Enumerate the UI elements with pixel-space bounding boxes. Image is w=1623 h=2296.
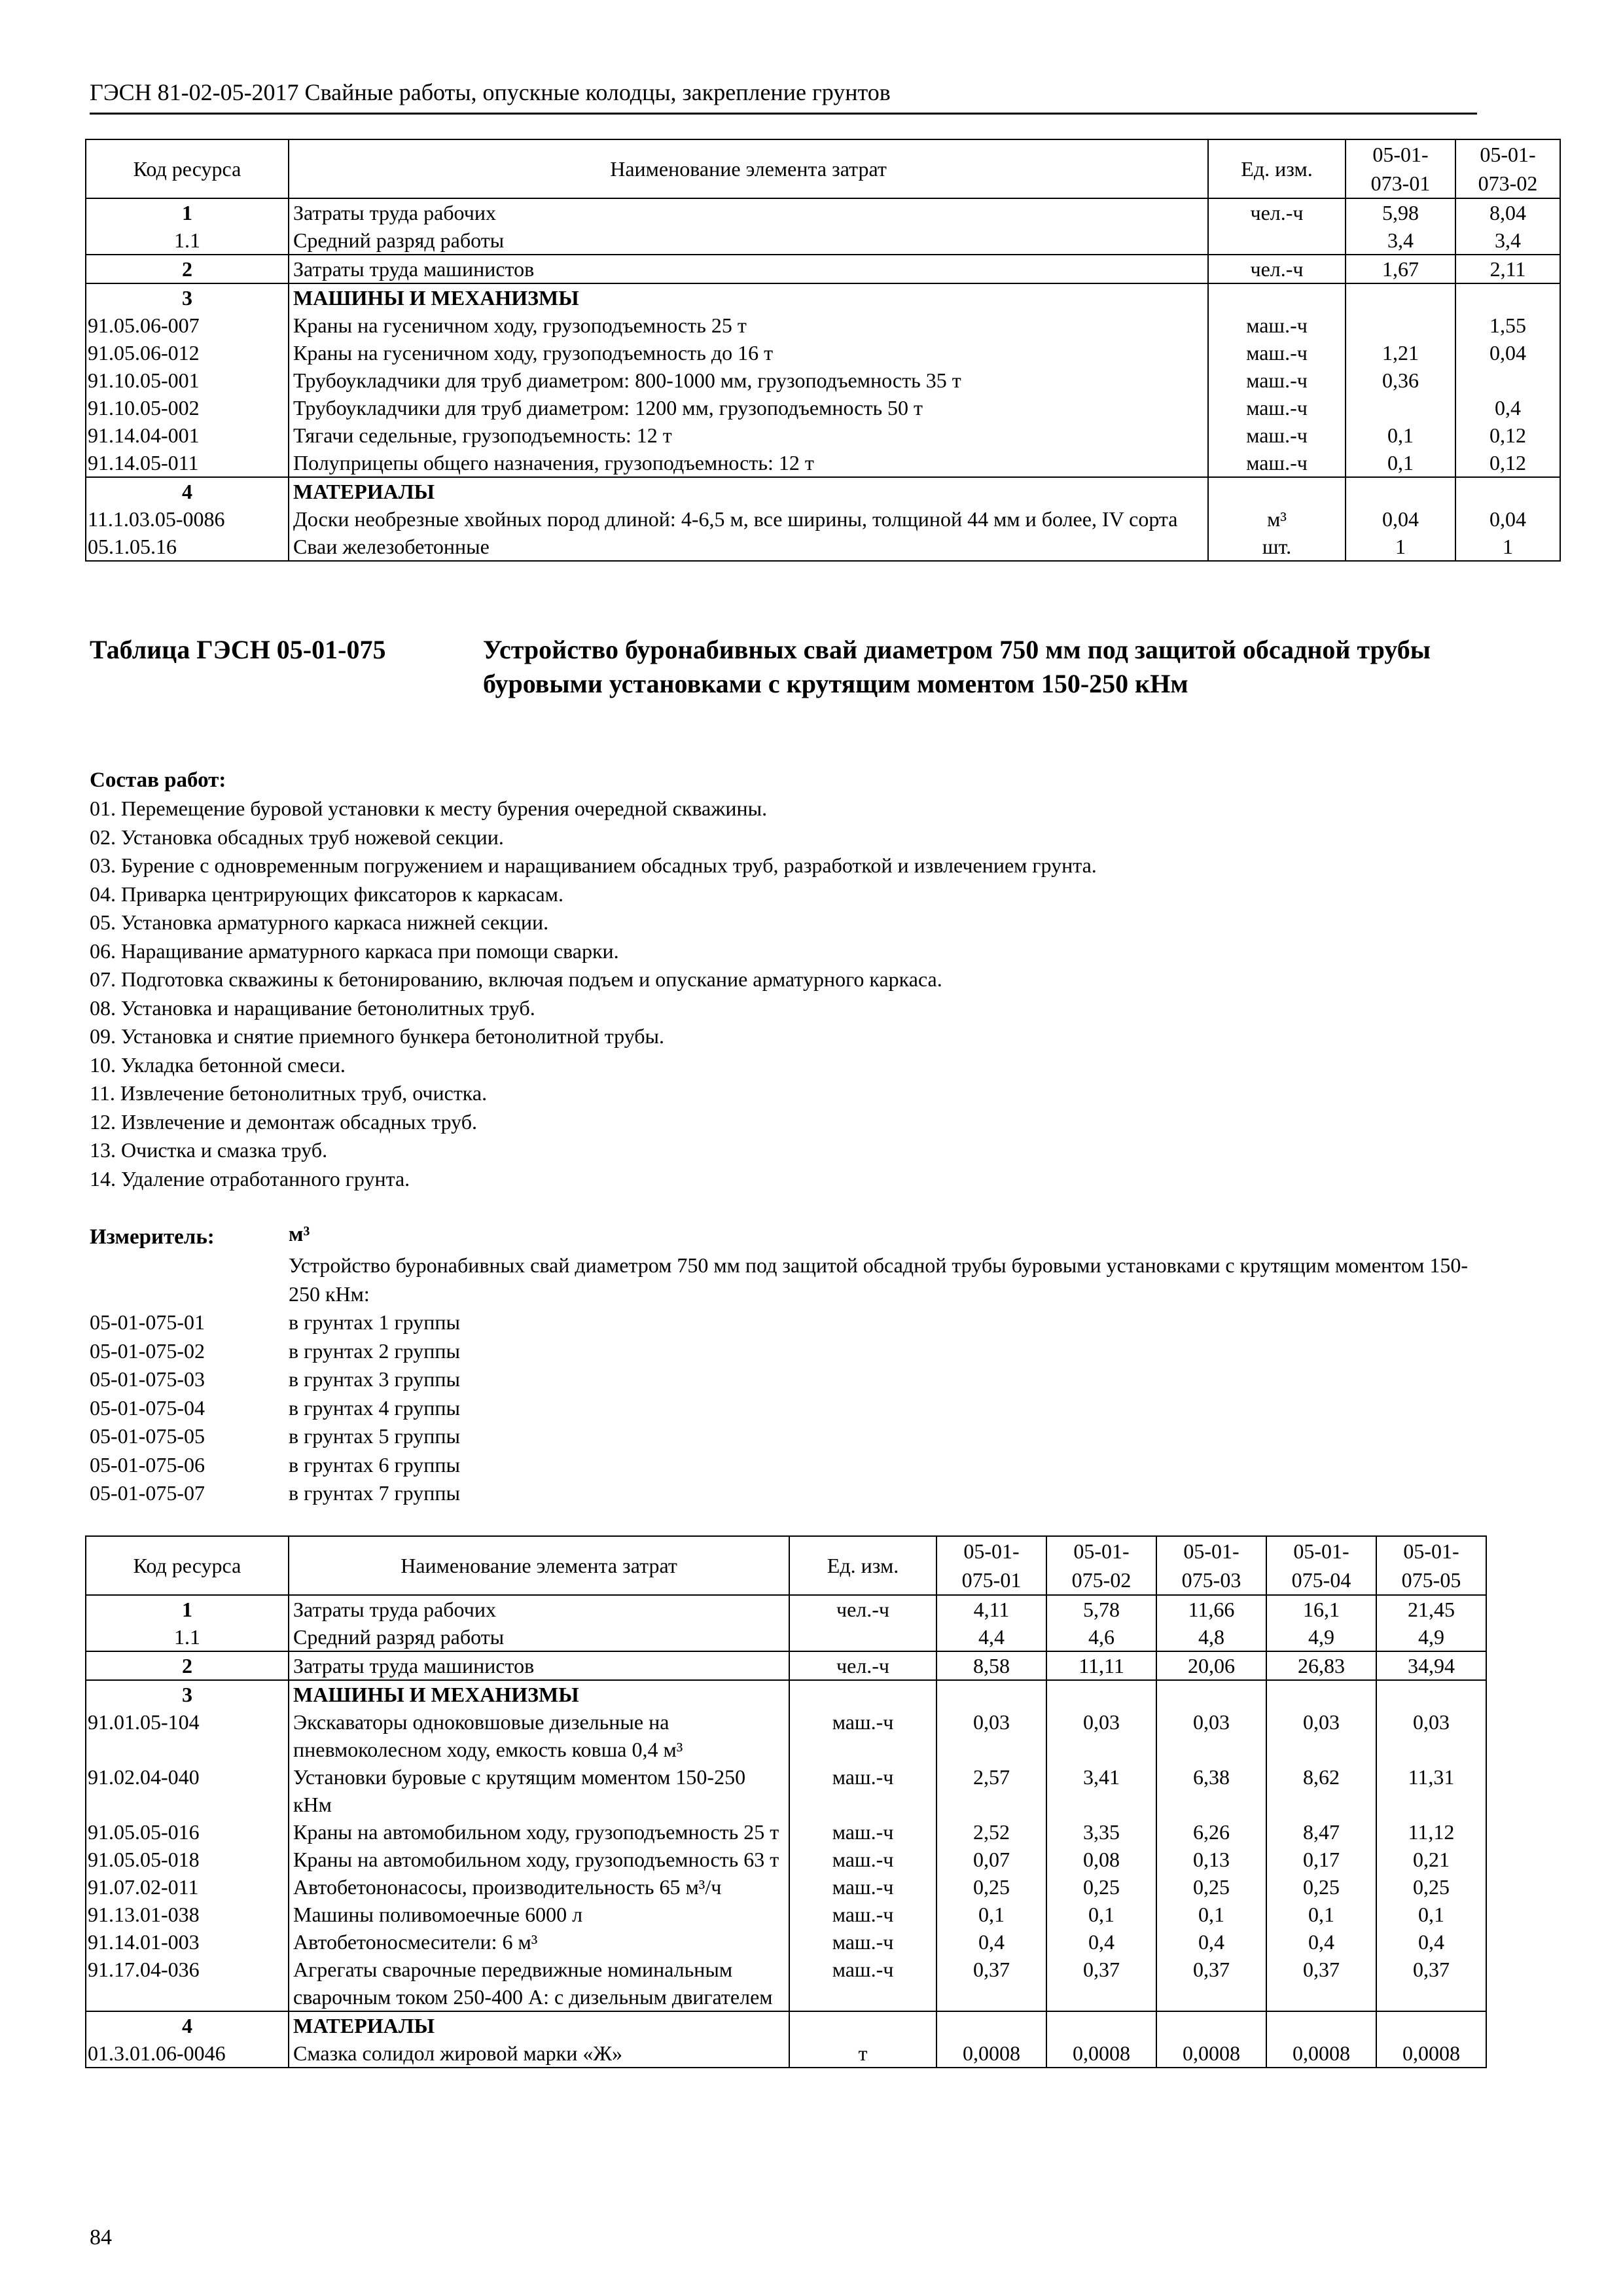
resource-name: Средний разряд работы (289, 1623, 789, 1651)
resource-code: 91.17.04-036 (86, 1956, 289, 2011)
resource-value: 34,94 (1376, 1651, 1486, 1680)
resource-value: 4,9 (1266, 1623, 1376, 1651)
resource-value: 1,67 (1346, 255, 1455, 283)
resource-code: 91.01.05-104 (86, 1708, 289, 1763)
resource-name: Средний разряд работы (289, 226, 1208, 255)
resource-name: Затраты труда машинистов (289, 1651, 789, 1680)
work-item: 09. Установка и снятие приемного бункера бетонолитной трубы. (90, 1024, 665, 1048)
resource-value: 0,04 (1455, 339, 1560, 367)
table-row (86, 1623, 1486, 1651)
resource-value: 6,26 (1156, 1818, 1266, 1846)
resource-value: 0,0008 (1376, 2039, 1486, 2068)
column-header: 05-01- 075-02 (1046, 1536, 1156, 1595)
resource-unit (1208, 283, 1346, 312)
resource-value: 0,1 (1346, 449, 1455, 477)
resource-name: Тягачи седельные, грузоподъемность: 12 т (289, 422, 1208, 449)
column-header: Наименование элемента затрат (289, 139, 1208, 198)
table-row (86, 1873, 1486, 1901)
resource-unit: маш.-ч (789, 1901, 936, 1928)
resource-value: 16,1 (1266, 1595, 1376, 1623)
resource-value (936, 2011, 1046, 2039)
resource-value (1455, 477, 1560, 505)
table-row (86, 1680, 1486, 1708)
resource-value: 4,9 (1376, 1623, 1486, 1651)
resource-unit: шт. (1208, 533, 1346, 561)
resource-value: 0,1 (1266, 1901, 1376, 1928)
resource-value: 0,17 (1266, 1846, 1376, 1873)
resource-value (1156, 1680, 1266, 1708)
resource-name: Смазка солидол жировой марки «Ж» (289, 2039, 789, 2068)
resource-table-075-head (86, 1536, 1486, 1595)
resource-value: 0,25 (1266, 1873, 1376, 1901)
resource-table-073 (85, 139, 1561, 562)
table-row (86, 1818, 1486, 1846)
resource-value (1266, 2011, 1376, 2039)
resource-value: 1,21 (1346, 339, 1455, 367)
column-header: 05-01- 075-04 (1266, 1536, 1376, 1595)
resource-unit (789, 1680, 936, 1708)
resource-value: 0,1 (1046, 1901, 1156, 1928)
variant-text: в грунтах 1 группы (289, 1310, 460, 1334)
resource-value: 0,12 (1455, 449, 1560, 477)
variant-text: в грунтах 4 группы (289, 1395, 460, 1420)
table-row (86, 1763, 1486, 1818)
column-header: 05-01- 075-01 (936, 1536, 1046, 1595)
meter-unit: м³ (289, 1223, 310, 1246)
work-item: 08. Установка и наращивание бетонолитных труб. (90, 996, 535, 1020)
resource-value: 2,57 (936, 1763, 1046, 1818)
resource-value: 0,37 (1156, 1956, 1266, 2011)
column-header: Код ресурса (86, 1536, 289, 1595)
table-row (86, 367, 1560, 394)
resource-value: 11,12 (1376, 1818, 1486, 1846)
resource-code: 91.05.05-016 (86, 1818, 289, 1846)
resource-unit: маш.-ч (1208, 449, 1346, 477)
resource-unit: маш.-ч (789, 1763, 936, 1818)
column-header: Ед. изм. (789, 1536, 936, 1595)
resource-name: МАШИНЫ И МЕХАНИЗМЫ (289, 1680, 789, 1708)
resource-code: 91.14.04-001 (86, 422, 289, 449)
resource-code: 1 (86, 1595, 289, 1623)
variant-row (90, 1365, 460, 1394)
resource-unit: маш.-ч (1208, 422, 1346, 449)
resource-value: 8,47 (1266, 1818, 1376, 1846)
resource-unit (1208, 226, 1346, 255)
resource-name: Автобетоносмесители: 6 м³ (289, 1928, 789, 1956)
resource-value (1046, 1680, 1156, 1708)
resource-value: 1,55 (1455, 312, 1560, 339)
resource-value: 0,37 (1046, 1956, 1156, 2011)
resource-value (1266, 1680, 1376, 1708)
work-item: 04. Приварка центрирующих фиксаторов к каркасам. (90, 882, 563, 906)
column-header: Наименование элемента затрат (289, 1536, 789, 1595)
resource-value (1376, 1680, 1486, 1708)
resource-unit: маш.-ч (789, 1873, 936, 1901)
resource-value: 0,0008 (1156, 2039, 1266, 2068)
resource-name: Агрегаты сварочные передвижные номинальным сварочным током 250-400 А: с дизельным двигателем (289, 1956, 789, 2011)
resource-name: Краны на гусеничном ходу, грузоподъемность до 16 т (289, 339, 1208, 367)
resource-name: Трубоукладчики для труб диаметром: 800-1000 мм, грузоподъемность 35 т (289, 367, 1208, 394)
table-row (86, 2039, 1486, 2068)
resource-name: Экскаваторы одноковшовые дизельные на пневмоколесном ходу, емкость ковша 0,4 м³ (289, 1708, 789, 1763)
resource-value: 4,11 (936, 1595, 1046, 1623)
table-title-text: Устройство буронабивных свай диаметром 750 мм под защитой обсадной трубы буровыми установками с крутящим моментом 150-250 кНм (483, 635, 1431, 698)
resource-name: Доски необрезные хвойных пород длиной: 4-6,5 м, все ширины, толщиной 44 мм и более, IV сорта (289, 505, 1208, 533)
resource-value: 8,62 (1266, 1763, 1376, 1818)
variant-code: 05-01-075-05 (90, 1424, 205, 1448)
resource-code: 05.1.05.16 (86, 533, 289, 561)
resource-value: 3,4 (1455, 226, 1560, 255)
resource-code: 91.05.06-007 (86, 312, 289, 339)
table-row (86, 422, 1560, 449)
table-row (86, 1928, 1486, 1956)
resource-name: МАТЕРИАЛЫ (289, 2011, 789, 2039)
table-row (86, 312, 1560, 339)
resource-value: 0,12 (1455, 422, 1560, 449)
resource-unit (789, 1623, 936, 1651)
variant-row (90, 1451, 460, 1480)
resource-value: 0,4 (1455, 394, 1560, 422)
resource-name: Трубоукладчики для труб диаметром: 1200 мм, грузоподъемность 50 т (289, 394, 1208, 422)
resource-value: 0,4 (1376, 1928, 1486, 1956)
resource-value: 2,11 (1455, 255, 1560, 283)
resource-value: 5,78 (1046, 1595, 1156, 1623)
resource-code: 3 (86, 1680, 289, 1708)
work-composition-heading: Состав работ: (90, 768, 226, 792)
page-header-title: ГЭСН 81-02-05-2017 Свайные работы, опускные колодцы, закрепление грунтов (90, 79, 891, 105)
resource-value: 0,37 (1376, 1956, 1486, 2011)
resource-unit: маш.-ч (1208, 367, 1346, 394)
resource-value: 0,03 (936, 1708, 1046, 1763)
variant-row (90, 1422, 460, 1451)
resource-name: Полуприцепы общего назначения, грузоподъемность: 12 т (289, 449, 1208, 477)
work-item: 14. Удаление отработанного грунта. (90, 1166, 410, 1191)
resource-value: 0,37 (1266, 1956, 1376, 2011)
variant-code: 05-01-075-01 (90, 1310, 205, 1334)
column-header: Ед. изм. (1208, 139, 1346, 198)
resource-value: 26,83 (1266, 1651, 1376, 1680)
resource-value: 8,58 (936, 1651, 1046, 1680)
resource-value: 0,0008 (1266, 2039, 1376, 2068)
page-number: 84 (90, 2225, 112, 2250)
resource-code: 4 (86, 2011, 289, 2039)
column-header: 05-01- 075-05 (1376, 1536, 1486, 1595)
resource-value: 0,25 (1046, 1873, 1156, 1901)
variant-code: 05-01-075-03 (90, 1367, 205, 1391)
resource-code: 01.3.01.06-0046 (86, 2039, 289, 2068)
resource-unit: чел.-ч (1208, 255, 1346, 283)
resource-name: МАШИНЫ И МЕХАНИЗМЫ (289, 283, 1208, 312)
resource-code: 1.1 (86, 226, 289, 255)
resource-value: 0,21 (1376, 1846, 1486, 1873)
resource-unit: маш.-ч (789, 1708, 936, 1763)
work-item: 13. Очистка и смазка труб. (90, 1138, 328, 1162)
resource-value: 3,35 (1046, 1818, 1156, 1846)
resource-value (936, 1680, 1046, 1708)
resource-unit: чел.-ч (1208, 198, 1346, 226)
column-header: 05-01- 075-03 (1156, 1536, 1266, 1595)
resource-value: 0,07 (936, 1846, 1046, 1873)
resource-code: 2 (86, 1651, 289, 1680)
column-header: Код ресурса (86, 139, 289, 198)
resource-value: 1 (1455, 533, 1560, 561)
resource-code: 1.1 (86, 1623, 289, 1651)
variant-row (90, 1394, 460, 1423)
work-item: 11. Извлечение бетонолитных труб, очистка. (90, 1081, 488, 1105)
resource-value: 0,1 (1346, 422, 1455, 449)
resource-value: 11,66 (1156, 1595, 1266, 1623)
table-row (86, 2011, 1486, 2039)
resource-code: 3 (86, 283, 289, 312)
table-row (86, 1956, 1486, 2011)
variant-code: 05-01-075-04 (90, 1395, 205, 1420)
resource-value: 0,13 (1156, 1846, 1266, 1873)
table-row (86, 449, 1560, 477)
work-item: 06. Наращивание арматурного каркаса при помощи сварки. (90, 939, 619, 963)
resource-value: 4,4 (936, 1623, 1046, 1651)
variant-row (90, 1337, 460, 1366)
resource-value: 5,98 (1346, 198, 1455, 226)
variant-code: 05-01-075-07 (90, 1481, 205, 1505)
work-item: 05. Установка арматурного каркаса нижней секции. (90, 910, 549, 934)
variant-code: 05-01-075-06 (90, 1452, 205, 1477)
resource-value (1346, 394, 1455, 422)
table-row (86, 1846, 1486, 1873)
variant-text: в грунтах 3 группы (289, 1367, 460, 1391)
table-row (86, 283, 1560, 312)
resource-value: 0,4 (1156, 1928, 1266, 1956)
resource-unit: чел.-ч (789, 1651, 936, 1680)
resource-value: 3,4 (1346, 226, 1455, 255)
variant-text: в грунтах 2 группы (289, 1338, 460, 1363)
resource-value: 3,41 (1046, 1763, 1156, 1818)
resource-value: 0,04 (1455, 505, 1560, 533)
resource-value: 0,1 (1376, 1901, 1486, 1928)
resource-value: 0,04 (1346, 505, 1455, 533)
resource-value: 0,4 (1266, 1928, 1376, 1956)
resource-value: 8,04 (1455, 198, 1560, 226)
resource-name: Краны на автомобильном ходу, грузоподъемность 25 т (289, 1818, 789, 1846)
resource-value: 20,06 (1156, 1651, 1266, 1680)
variant-text: в грунтах 5 группы (289, 1424, 460, 1448)
resource-code: 91.05.06-012 (86, 339, 289, 367)
resource-table-075 (85, 1535, 1487, 2068)
resource-value: 0,37 (936, 1956, 1046, 2011)
resource-code: 91.13.01-038 (86, 1901, 289, 1928)
resource-value (1346, 312, 1455, 339)
resource-value (1346, 283, 1455, 312)
resource-name: Краны на гусеничном ходу, грузоподъемность 25 т (289, 312, 1208, 339)
variant-row (90, 1479, 460, 1508)
resource-name: Затраты труда рабочих (289, 198, 1208, 226)
resource-code: 91.10.05-002 (86, 394, 289, 422)
resource-value: 11,31 (1376, 1763, 1486, 1818)
resource-value: 0,25 (936, 1873, 1046, 1901)
resource-code: 91.07.02-011 (86, 1873, 289, 1901)
resource-unit (789, 2011, 936, 2039)
resource-code: 11.1.03.05-0086 (86, 505, 289, 533)
work-composition-list (90, 795, 1097, 1193)
page-header (90, 77, 1477, 115)
resource-value: 0,36 (1346, 367, 1455, 394)
resource-value (1156, 2011, 1266, 2039)
variant-row (90, 1308, 460, 1337)
resource-value (1046, 2011, 1156, 2039)
resource-code: 91.14.01-003 (86, 1928, 289, 1956)
resource-code: 1 (86, 198, 289, 226)
resource-name: Затраты труда машинистов (289, 255, 1208, 283)
table-row (86, 1708, 1486, 1763)
resource-value: 0,0008 (1046, 2039, 1156, 2068)
resource-name: Машины поливомоечные 6000 л (289, 1901, 789, 1928)
resource-name: Установки буровые с крутящим моментом 150-250 кНм (289, 1763, 789, 1818)
resource-value (1455, 283, 1560, 312)
work-item: 10. Укладка бетонной смеси. (90, 1052, 346, 1077)
resource-name: Затраты труда рабочих (289, 1595, 789, 1623)
work-item: 03. Бурение с одновременным погружением и наращиванием обсадных труб, разработкой и извлечением грунта. (90, 853, 1097, 877)
table-row (86, 394, 1560, 422)
resource-value: 4,8 (1156, 1623, 1266, 1651)
resource-value: 6,38 (1156, 1763, 1266, 1818)
resource-value: 0,03 (1376, 1708, 1486, 1763)
resource-value (1455, 367, 1560, 394)
resource-code: 91.14.05-011 (86, 449, 289, 477)
table-row (86, 198, 1560, 226)
resource-table-073-body (86, 198, 1560, 561)
resource-value: 11,11 (1046, 1651, 1156, 1680)
meter-label: Измеритель: (90, 1225, 215, 1249)
resource-value: 0,03 (1046, 1708, 1156, 1763)
resource-value: 0,03 (1156, 1708, 1266, 1763)
resource-name: Автобетононасосы, производительность 65 м³/ч (289, 1873, 789, 1901)
table-row (86, 477, 1560, 505)
resource-value: 0,4 (936, 1928, 1046, 1956)
table-row (86, 255, 1560, 283)
resource-value: 0,25 (1376, 1873, 1486, 1901)
resource-value (1346, 477, 1455, 505)
resource-unit: маш.-ч (1208, 394, 1346, 422)
resource-code: 4 (86, 477, 289, 505)
column-header: 05-01- 073-01 (1346, 139, 1455, 198)
table-title-label: Таблица ГЭСН 05-01-075 (90, 635, 386, 664)
variant-code: 05-01-075-02 (90, 1338, 205, 1363)
resource-unit (1208, 477, 1346, 505)
resource-value: 0,08 (1046, 1846, 1156, 1873)
resource-value: 0,03 (1266, 1708, 1376, 1763)
meter-description: Устройство буронабивных свай диаметром 750 мм под защитой обсадной трубы буровыми установками с крутящим моментом 150-250 кНм: (289, 1253, 1469, 1306)
resource-value: 21,45 (1376, 1595, 1486, 1623)
resource-unit: маш.-ч (789, 1928, 936, 1956)
resource-value: 0,4 (1046, 1928, 1156, 1956)
resource-table-073-head (86, 139, 1560, 198)
resource-value: 4,6 (1046, 1623, 1156, 1651)
resource-name: Краны на автомобильном ходу, грузоподъемность 63 т (289, 1846, 789, 1873)
resource-code: 91.05.05-018 (86, 1846, 289, 1873)
resource-unit: маш.-ч (789, 1956, 936, 2011)
resource-unit: м³ (1208, 505, 1346, 533)
resource-table-075-body (86, 1595, 1486, 2068)
variant-text: в грунтах 6 группы (289, 1452, 460, 1477)
table-row (86, 1651, 1486, 1680)
work-item: 12. Извлечение и демонтаж обсадных труб. (90, 1109, 478, 1134)
resource-code: 91.02.04-040 (86, 1763, 289, 1818)
resource-value (1376, 2011, 1486, 2039)
resource-name: МАТЕРИАЛЫ (289, 477, 1208, 505)
resource-unit: маш.-ч (789, 1818, 936, 1846)
table-row (86, 1901, 1486, 1928)
table-row (86, 226, 1560, 255)
resource-unit: т (789, 2039, 936, 2068)
resource-name: Сваи железобетонные (289, 533, 1208, 561)
resource-value: 0,25 (1156, 1873, 1266, 1901)
column-header: 05-01- 073-02 (1455, 139, 1560, 198)
resource-value: 0,1 (936, 1901, 1046, 1928)
resource-code: 2 (86, 255, 289, 283)
variant-list (90, 1308, 460, 1508)
resource-unit: маш.-ч (1208, 339, 1346, 367)
resource-value: 1 (1346, 533, 1455, 561)
resource-value: 0,0008 (936, 2039, 1046, 2068)
resource-unit: маш.-ч (789, 1846, 936, 1873)
work-item: 01. Перемещение буровой установки к месту бурения очередной скважины. (90, 797, 768, 820)
table-row (86, 505, 1560, 533)
resource-unit: чел.-ч (789, 1595, 936, 1623)
resource-unit: маш.-ч (1208, 312, 1346, 339)
table-row (86, 533, 1560, 561)
resource-code: 91.10.05-001 (86, 367, 289, 394)
work-item: 07. Подготовка скважины к бетонированию, включая подъем и опускание арматурного каркаса. (90, 967, 942, 991)
variant-text: в грунтах 7 группы (289, 1481, 460, 1505)
resource-value: 2,52 (936, 1818, 1046, 1846)
resource-value: 0,1 (1156, 1901, 1266, 1928)
table-row (86, 339, 1560, 367)
work-item: 02. Установка обсадных труб ножевой секции. (90, 825, 504, 849)
table-row (86, 1595, 1486, 1623)
